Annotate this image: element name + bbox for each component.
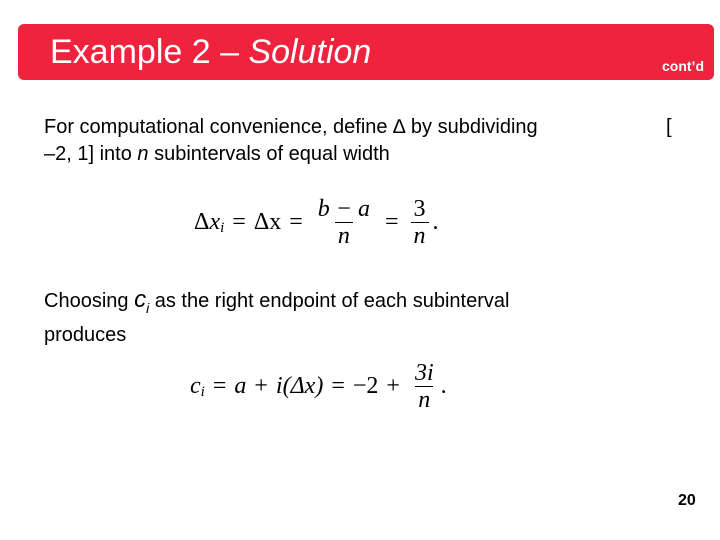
fraction-numerator: 3i [414, 360, 434, 386]
equation-c-i [190, 360, 447, 413]
title-prefix: Example 2 – [50, 33, 249, 71]
delta-symbol: Δ [194, 209, 210, 235]
bracket: [ [666, 116, 672, 138]
paragraph-1-line-1: For computational convenience, define ∆ by subdividing [44, 116, 538, 138]
fraction-3-over-n [411, 196, 429, 249]
paragraph-2-line-1b: as the right endpoint of each subinterval [149, 290, 510, 312]
equals-sign: = [289, 209, 303, 235]
slide-title [50, 30, 371, 74]
negative-two: −2 [352, 373, 379, 399]
fraction-numerator: b − a [317, 196, 370, 222]
equals-sign: = [331, 373, 345, 399]
fraction-numerator: 3 [413, 196, 426, 222]
paragraph-1-line-2b: subintervals of equal width [148, 143, 390, 165]
delta-x: Δx [253, 209, 282, 235]
continued-label: cont’d [662, 58, 704, 74]
var-x: x [209, 209, 221, 235]
paragraph-2-line-1a: Choosing [44, 290, 135, 312]
subscript-i: i [146, 299, 150, 316]
paragraph-2 [44, 286, 509, 349]
fraction-denominator: n [335, 222, 353, 249]
equals-sign: = [385, 209, 399, 235]
page-number: 20 [678, 492, 696, 509]
fraction-denominator: n [411, 222, 429, 249]
c-i-variable [134, 286, 150, 316]
equals-sign: = [232, 209, 246, 235]
fraction-denominator: n [415, 386, 433, 413]
subscript-i: i [220, 220, 225, 236]
fraction-b-minus-a-over-n [315, 196, 373, 249]
equals-sign: = [212, 373, 227, 399]
var-c: c [134, 286, 147, 313]
var-c: c [190, 373, 201, 399]
term-i-delta-x: i(Δx) [275, 373, 324, 399]
var-a: a [234, 373, 247, 399]
plus-sign: + [386, 373, 400, 399]
period: . [432, 209, 439, 235]
paragraph-2-line-2: produces [44, 323, 127, 346]
equation-delta-x [194, 196, 439, 249]
subscript-i: i [200, 384, 205, 400]
period: . [440, 373, 447, 399]
title-italic: Solution [248, 33, 372, 71]
fraction-3i-over-n [412, 360, 437, 413]
plus-sign: + [254, 373, 268, 399]
variable-n: n [137, 143, 149, 165]
paragraph-1 [44, 114, 538, 168]
paragraph-1-line-2a: –2, 1] into [44, 143, 138, 165]
